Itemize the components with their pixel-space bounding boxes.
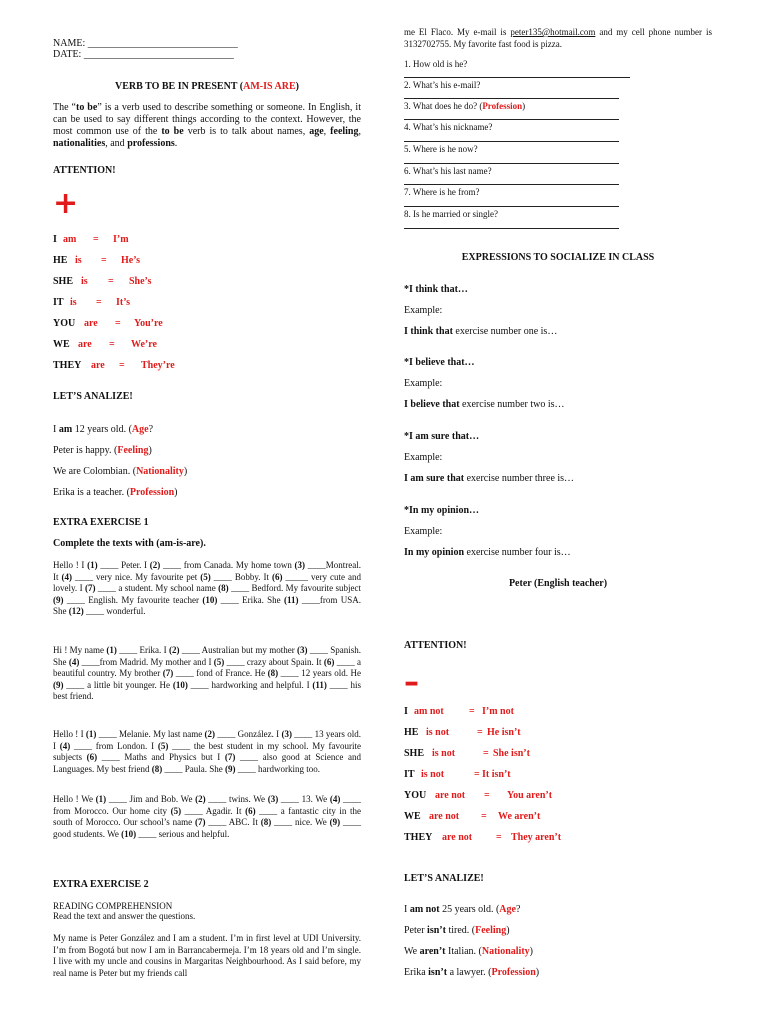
question-text: 7. Where is he from? — [404, 187, 480, 197]
rule-contraction: He isn’t — [487, 727, 521, 738]
analize-tag: Nationality — [481, 946, 530, 957]
extra1-text-4: Hello ! We (1) ____ Jim and Bob. We (2) ____ twins. We (3) ____ 13. We (4) ____ from Morocco. Our home city (5) ____ Agadir. It (6) ____ a fantastic city in the south of Morocco. Our school’s name (7) ____ ABC. It (8) ____ nice. We (9) ____ good students. We (10) ____ serious and helpful. — [53, 794, 362, 839]
blank-number: (8) — [267, 668, 279, 678]
rule-subject: HE — [53, 255, 68, 266]
blank-number: (8) — [260, 817, 272, 827]
analize-example — [404, 925, 510, 937]
rule-contraction: I’m — [113, 234, 129, 245]
analize-text: Erika is a teacher. ( — [53, 487, 130, 498]
question-end: ) — [522, 101, 526, 111]
example-label: Example: — [404, 526, 443, 537]
rule-equals: = — [477, 727, 483, 738]
rule-equals: = — [96, 297, 102, 308]
attention-heading: ATTENTION! — [53, 165, 116, 176]
analize-tag: Age — [499, 904, 516, 915]
rule-row — [404, 832, 712, 846]
extra1-title: EXTRA EXERCISE 1 — [53, 517, 149, 528]
blank-number: (8) — [218, 583, 229, 593]
blank-number: (1) — [87, 560, 98, 570]
example-bold: I think that — [404, 326, 453, 337]
analize-text: a lawyer. ( — [447, 967, 492, 978]
rule-equals: = — [109, 339, 115, 350]
socialize-title: EXPRESSIONS TO SOCIALIZE IN CLASS — [461, 252, 655, 263]
rule-row — [404, 727, 712, 741]
rule-row — [53, 318, 361, 332]
example-sentence — [404, 547, 571, 559]
rule-verb: am — [63, 234, 77, 245]
attention-heading-neg: ATTENTION! — [404, 640, 467, 651]
blank-number: (2) — [204, 729, 216, 739]
blank-number: (9) — [329, 817, 341, 827]
blank-number: (7) — [162, 668, 174, 678]
rule-verb: is not — [426, 727, 450, 738]
extra2-subtitle: READING COMPREHENSION — [53, 901, 173, 911]
analize-text: Peter is happy. ( — [53, 445, 118, 456]
rule-verb: is not — [421, 769, 445, 780]
rule-row — [404, 706, 712, 720]
question — [404, 80, 480, 92]
blank-number: (10) — [172, 679, 188, 690]
rule-equals: = — [115, 318, 121, 329]
blank-number: (4) — [329, 794, 341, 804]
question-text: 6. What’s his last name? — [404, 166, 492, 176]
answer-line[interactable] — [404, 77, 630, 78]
rule-subject: IT — [53, 297, 64, 308]
question — [404, 187, 480, 199]
analize-text: Italian. ( — [445, 946, 482, 957]
rule-subject: WE — [53, 339, 70, 350]
answer-line[interactable] — [404, 184, 619, 185]
blank-number: (3) — [267, 794, 279, 804]
analize-heading-neg: LET’S ANALIZE! — [404, 873, 484, 884]
rule-contraction: She isn’t — [493, 748, 530, 759]
rule-equals: = — [119, 360, 125, 371]
example-sentence — [404, 399, 565, 411]
example-rest: exercise number four is… — [464, 547, 571, 558]
rule-subject: SHE — [53, 276, 74, 287]
analize-end: ) — [535, 967, 540, 978]
minus-icon: – — [404, 665, 419, 700]
analize-end: ? — [148, 424, 154, 435]
extra2-title: EXTRA EXERCISE 2 — [53, 879, 149, 890]
rule-subject: THEY — [404, 832, 433, 843]
blank-number: (7) — [224, 752, 236, 762]
title-highlight: AM-IS ARE — [243, 81, 296, 92]
rule-contraction: He’s — [121, 255, 141, 266]
blank-number: (10) — [121, 828, 137, 839]
rule-row — [53, 255, 361, 269]
blank-number: (10) — [202, 594, 218, 605]
example-label: Example: — [404, 452, 443, 463]
question — [404, 122, 492, 134]
rule-contraction: I’m not — [482, 706, 514, 717]
name-field[interactable]: NAME: ______________________________ — [53, 38, 238, 49]
rule-subject: YOU — [404, 790, 427, 801]
blank-number: (11) — [312, 679, 327, 690]
analize-text: 25 years old. ( — [439, 904, 500, 915]
blank-number: (5) — [170, 805, 182, 816]
answer-line[interactable] — [404, 206, 619, 207]
analize-verb: isn’t — [427, 925, 446, 936]
rule-verb: is not — [432, 748, 456, 759]
blank-number: (6) — [86, 752, 98, 762]
email-link[interactable]: peter135@hotmail.com — [510, 27, 596, 37]
rule-equals: = — [481, 811, 487, 822]
rule-contraction: You aren’t — [507, 790, 553, 801]
blank-number: (6) — [323, 656, 335, 667]
rule-verb: are not — [442, 832, 473, 843]
rule-contraction: You’re — [134, 318, 163, 329]
example-rest: exercise number three is… — [464, 473, 575, 484]
blank-number: (6) — [245, 805, 256, 816]
analize-text: I — [404, 904, 410, 915]
analize-example — [53, 445, 152, 457]
extra1-text-1: Hello ! I (1) ____ Peter. I (2) ____ from Canada. My home town (3) ____Montreal. It (4) ____ very nice. My favourite pet (5) ____ Bobby. It (6) _____ very cute and lovely. I (7) ____ a student. My school name (8) ____ Bedford. My favourite subject (9) ____ English. My favourite teacher (10) ____ Erika. She (11) ____from USA. She (12) ____ wonderful. — [53, 560, 362, 616]
answer-line[interactable] — [404, 228, 619, 229]
blank-number: (6) — [272, 571, 283, 582]
page-title — [53, 81, 361, 93]
blank-number: (2) — [168, 645, 180, 655]
rule-verb: is — [75, 255, 82, 266]
reading-text-left: My name is Peter González and I am a student. I’m in first level at UDI University. I’m from Bogotá but now I am in Barrancabermeja. I’m 18 years old and I’m single. I live with my uncle and cousins in Margaritas Neighbourhood. As I said before, my real name is Peter but my friends call — [53, 933, 361, 978]
analize-verb: am — [58, 424, 73, 435]
blank-number: (9) — [53, 679, 64, 690]
rule-contraction: It’s — [116, 297, 131, 308]
example-bold: I am sure that — [404, 473, 465, 484]
rule-subject: SHE — [404, 748, 425, 759]
title-suffix: ) — [295, 81, 299, 92]
question — [404, 59, 467, 71]
rule-contraction: We’re — [131, 339, 157, 350]
example-rest: exercise number one is… — [452, 326, 558, 337]
example-sentence — [404, 326, 557, 338]
question-text: 1. How old is he? — [404, 59, 468, 69]
rule-row — [404, 790, 712, 804]
rule-verb: is — [70, 297, 77, 308]
rule-row — [53, 339, 361, 353]
analize-text: Erika — [404, 967, 429, 978]
question-text: 4. What’s his nickname? — [404, 122, 493, 132]
rule-subject: YOU — [53, 318, 76, 329]
example-label: Example: — [404, 378, 443, 389]
blank-number: (7) — [85, 583, 96, 593]
blank-number: (9) — [224, 763, 236, 774]
blank-number: (9) — [53, 594, 64, 605]
answer-line[interactable] — [404, 98, 619, 99]
blank-number: (3) — [294, 560, 306, 570]
analize-text: 12 years old. ( — [72, 424, 132, 435]
answer-line[interactable] — [404, 163, 619, 164]
rule-row — [53, 276, 361, 290]
analize-end: ? — [515, 904, 521, 915]
rule-equals: = — [469, 706, 475, 717]
blank-number: (7) — [194, 817, 206, 827]
extra1-text-3: Hello ! I (1) ____ Melanie. My last name (2) ____ González. I (3) ____ 13 years old. I (4) ____ from London. I (5) ____ the best student in my school. My favourite subjects (6) ____ Maths and Physics but I (7) ____ also good at Science and Languages. My best friend (8) ____ Paula. She (9) ____ hardworking too. — [53, 729, 361, 774]
analize-tag: Nationality — [136, 466, 184, 477]
analize-end: ) — [174, 487, 178, 498]
analize-tag: Feeling — [475, 925, 507, 936]
analize-heading: LET’S ANALIZE! — [53, 391, 133, 402]
rule-equals: = — [101, 255, 107, 266]
intro-paragraph: The “to be” is a verb used to describe something or someone. In English, it can be used to say different things according to the context. However, the most common use of the to be verb is to talk about names, age, feeling, nationalities, and professions. — [53, 102, 361, 149]
rule-subject: IT — [404, 769, 415, 780]
rule-subject: I — [53, 234, 57, 245]
analize-text: I — [53, 424, 59, 435]
blank-number: (5) — [213, 656, 225, 667]
plus-icon: + — [53, 186, 79, 221]
rule-verb: are not — [429, 811, 460, 822]
example-sentence — [404, 473, 574, 485]
question — [404, 144, 478, 156]
analize-verb: am not — [409, 904, 440, 915]
blank-number: (4) — [59, 740, 71, 751]
rule-row — [53, 234, 361, 248]
question — [404, 101, 525, 113]
rule-contraction: She’s — [129, 276, 152, 287]
blank-number: (1) — [106, 645, 117, 655]
analize-example — [53, 424, 153, 436]
rule-equals: = — [108, 276, 114, 287]
rule-verb: are — [91, 360, 105, 371]
example-label: Example: — [404, 305, 443, 316]
blank-number: (1) — [85, 729, 97, 739]
example-bold: In my opinion — [404, 547, 465, 558]
rule-subject: HE — [404, 727, 419, 738]
analize-verb: aren’t — [419, 946, 446, 957]
rule-row — [404, 769, 712, 783]
blank-number: (12) — [68, 606, 84, 616]
rule-contraction: They’re — [141, 360, 175, 371]
blank-number: (5) — [157, 740, 169, 751]
question — [404, 166, 492, 178]
analize-tag: Feeling — [117, 445, 149, 456]
example-rest: exercise number two is… — [459, 399, 565, 410]
expression-heading: *I think that… — [404, 284, 468, 295]
rule-verb: are — [78, 339, 92, 350]
blank-number: (4) — [61, 571, 73, 582]
analize-end: ) — [529, 946, 533, 957]
question-text: 3. What does he do? ( — [404, 101, 483, 111]
example-bold: I believe that — [404, 399, 460, 410]
blank-number: (4) — [68, 656, 80, 667]
analize-text: Peter — [404, 925, 428, 936]
analize-example — [404, 967, 539, 979]
rule-verb: are not — [435, 790, 466, 801]
rule-equals: = — [474, 769, 480, 780]
extra2-instruction: Read the text and answer the questions. — [53, 911, 196, 921]
analize-example — [53, 466, 187, 478]
rule-equals: = — [484, 790, 490, 801]
rule-row — [404, 811, 712, 825]
rule-subject: THEY — [53, 360, 82, 371]
rule-subject: WE — [404, 811, 421, 822]
rule-subject: I — [404, 706, 408, 717]
analize-example — [404, 946, 533, 958]
analize-text: We — [404, 946, 420, 957]
analize-end: ) — [148, 445, 152, 456]
question-text: 8. Is he married or single? — [404, 209, 498, 219]
analize-end: ) — [506, 925, 510, 936]
answer-line[interactable] — [404, 119, 619, 120]
rule-equals: = — [483, 748, 489, 759]
blank-number: (8) — [151, 763, 163, 774]
analize-text: We are Colombian. ( — [53, 466, 137, 477]
analize-tag: Profession — [129, 487, 175, 498]
rule-contraction: They aren’t — [511, 832, 562, 843]
title-prefix: VERB TO BE IN PRESENT ( — [115, 81, 244, 92]
analize-tag: Profession — [491, 967, 536, 978]
blank-number: (2) — [195, 794, 206, 804]
rule-contraction: It isn’t — [482, 769, 511, 780]
analize-verb: isn’t — [428, 967, 448, 978]
answer-line[interactable] — [404, 141, 619, 142]
signature: Peter (English teacher) — [508, 578, 608, 589]
question — [404, 209, 498, 221]
rule-verb: am not — [414, 706, 444, 717]
blank-number: (3) — [297, 645, 308, 655]
rule-verb: is — [81, 276, 88, 287]
date-field[interactable]: DATE: ______________________________ — [53, 49, 234, 60]
analize-example — [404, 904, 520, 916]
expression-heading: *I am sure that… — [404, 431, 480, 442]
rule-equals: = — [496, 832, 502, 843]
question-text: 5. Where is he now? — [404, 144, 478, 154]
expression-heading: *I believe that… — [404, 357, 475, 368]
question-tag: Profession — [482, 101, 523, 111]
extra1-instruction: Complete the texts with (am-is-are). — [53, 538, 206, 549]
blank-number: (1) — [95, 794, 107, 804]
analize-text: tired. ( — [445, 925, 476, 936]
extra1-text-2: Hi ! My name (1) ____ Erika. I (2) ____ Australian but my mother (3) ____ Spanish. She (4) ____from Madrid. My mother and I (5) ____ crazy about Spain. It (6) ____ a beautiful country. My brother (7) ____ fond of France. He (8) ____ 12 years old. He (9) ____ a little bit younger. He (10) ____ hardworking and helpful. I (11) ____ his best friend. — [53, 645, 362, 701]
analize-end: ) — [183, 466, 188, 477]
rule-equals: = — [93, 234, 99, 245]
blank-number: (11) — [284, 594, 299, 605]
rule-row — [53, 297, 361, 311]
rule-row — [404, 748, 712, 762]
blank-number: (2) — [149, 560, 161, 570]
analize-tag: Age — [131, 424, 149, 435]
blank-number: (3) — [281, 729, 292, 739]
rule-verb: are — [84, 318, 98, 329]
reading-text-right: me El Flaco. My e-mail is peter135@hotmail.com and my cell phone number is 3132702755. My favorite fast food is pizza. — [404, 27, 712, 49]
question-text: 2. What’s his e-mail? — [404, 80, 481, 90]
analize-example — [53, 487, 178, 499]
rule-contraction: We aren’t — [498, 811, 541, 822]
rule-row — [53, 360, 361, 374]
expression-heading: *In my opinion… — [404, 505, 480, 516]
blank-number: (5) — [200, 571, 211, 582]
